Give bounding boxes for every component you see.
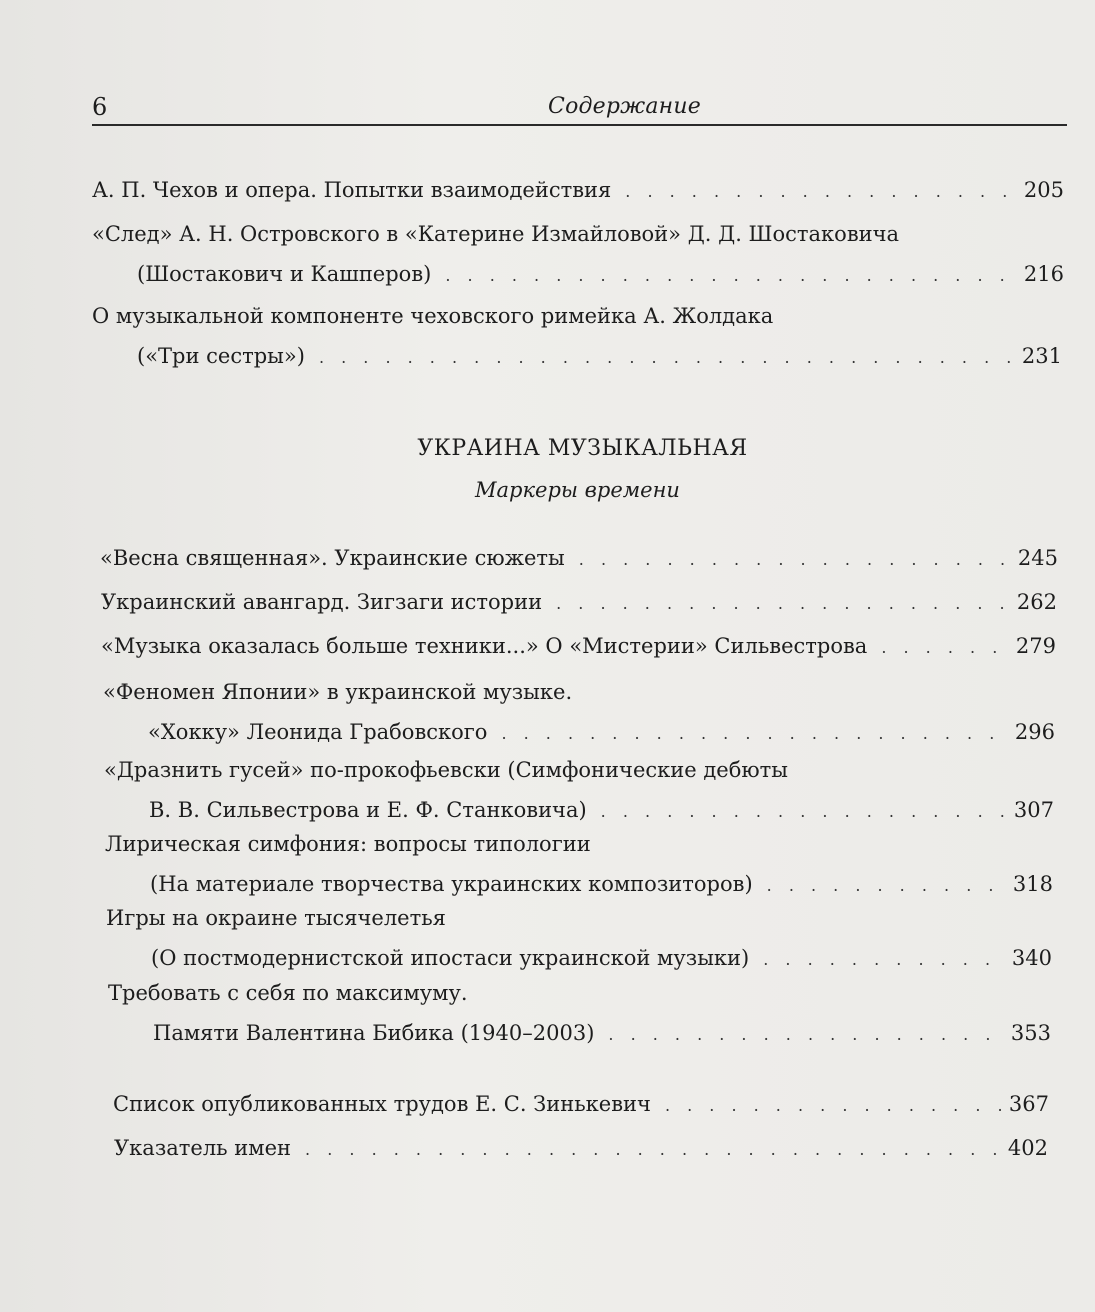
dot-leader <box>665 1086 1001 1126</box>
toc-entry-line <box>106 898 1052 938</box>
toc-entry-line <box>108 1013 1051 1053</box>
dot-leader <box>579 540 1010 580</box>
toc-page-number: 353 <box>1010 1021 1051 1045</box>
dot-leader <box>305 1130 1000 1170</box>
toc-entry <box>101 626 1056 666</box>
header-title: Содержание <box>548 94 701 119</box>
toc-entry-title: А. П. Чехов и опера. Попытки взаимодействия <box>92 178 612 202</box>
dot-leader <box>608 1015 1003 1055</box>
toc-entry-title-continued: («Три сестры») <box>137 344 305 368</box>
toc-entry <box>108 973 1051 1053</box>
toc-entry-line <box>100 538 1058 578</box>
toc-entry-line <box>106 938 1052 978</box>
toc-entry <box>100 538 1058 578</box>
toc-entry-line <box>101 626 1056 666</box>
toc-entry-title-continued: (О постмодернистской ипостаси украинской музыки) <box>151 946 750 970</box>
toc-entry-title: «Музыка оказалась больше техники...» О «Мистерии» Сильвестрова <box>101 634 868 658</box>
toc-entry-title-continued: (Шостакович и Кашперов) <box>137 262 432 286</box>
toc-entry <box>92 214 1064 294</box>
toc-page-number: 262 <box>1016 590 1057 614</box>
toc-entry-title-continued: (На материале творчества украинских композиторов) <box>150 872 753 896</box>
toc-entry-title-continued: Памяти Валентина Бибика (1940–2003) <box>153 1021 595 1045</box>
toc-page-number: 205 <box>1023 178 1064 202</box>
toc-entry-line <box>113 1084 1049 1124</box>
section-title: УКРАИНА МУЗЫКАЛЬНАЯ <box>417 436 748 461</box>
toc-entry-line <box>103 712 1055 752</box>
page-number: 6 <box>92 93 108 121</box>
toc-entry-title: «Дразнить гусей» по-прокофьевски (Симфонические дебюты <box>104 758 788 782</box>
toc-entry-line <box>92 296 1062 336</box>
toc-entry-line <box>114 1128 1048 1168</box>
toc-page-number: 216 <box>1023 262 1064 286</box>
toc-page-number: 296 <box>1014 720 1055 744</box>
toc-page-number: 340 <box>1011 946 1052 970</box>
toc-entry-title: Лирическая симфония: вопросы типологии <box>105 832 591 856</box>
section-subtitle: Маркеры времени <box>475 478 680 502</box>
toc-entry-line <box>103 672 1055 712</box>
toc-entry-title: Требовать с себя по максимуму. <box>108 981 468 1005</box>
toc-entry-title: Указатель имен <box>114 1136 292 1160</box>
dot-leader <box>501 714 1006 754</box>
toc-page-number: 245 <box>1017 546 1058 570</box>
toc-entry-line <box>92 170 1064 210</box>
toc-entry <box>101 582 1057 622</box>
toc-entry-line <box>105 824 1053 864</box>
toc-entry-title: О музыкальной компоненте чеховского римейка А. Жолдака <box>92 304 774 328</box>
toc-entry-title: Список опубликованных трудов Е. С. Зинькевич <box>113 1092 651 1116</box>
toc-entry <box>105 824 1053 904</box>
toc-entry <box>113 1084 1049 1124</box>
toc-page-number: 318 <box>1012 872 1053 896</box>
dot-leader <box>881 628 1008 668</box>
toc-entry-title: «Феномен Японии» в украинской музыке. <box>103 680 573 704</box>
toc-entry <box>92 296 1062 376</box>
dot-leader <box>319 338 1014 378</box>
toc-page-number: 367 <box>1008 1092 1049 1116</box>
toc-entry-line <box>92 254 1064 294</box>
toc-entry-line <box>92 336 1062 376</box>
toc-page-number: 231 <box>1021 344 1062 368</box>
toc-entry <box>104 750 1054 830</box>
toc-entry-line <box>108 973 1051 1013</box>
dot-leader <box>445 256 1016 296</box>
toc-entry-title: «Весна священная». Украинские сюжеты <box>100 546 565 570</box>
toc-entry-line <box>104 750 1054 790</box>
toc-entry-line <box>101 582 1057 622</box>
toc-entry-title: Игры на окраине тысячелетья <box>106 906 446 930</box>
toc-page-number: 279 <box>1015 634 1056 658</box>
toc-page-number: 307 <box>1013 798 1054 822</box>
toc-entry-title: Украинский авангард. Зигзаги истории <box>101 590 543 614</box>
dot-leader <box>556 584 1009 624</box>
dot-leader <box>625 172 1016 212</box>
toc-entry-title-continued: В. В. Сильвестрова и Е. Ф. Станковича) <box>149 798 587 822</box>
toc-entry-title-continued: «Хокку» Леонида Грабовского <box>148 720 488 744</box>
running-header <box>92 92 1067 126</box>
toc-entry-title: «След» А. Н. Островского в «Катерине Измайловой» Д. Д. Шостаковича <box>92 222 900 246</box>
toc-entry <box>92 170 1064 210</box>
toc-page-number: 402 <box>1007 1136 1048 1160</box>
toc-entry <box>103 672 1055 752</box>
toc-entry <box>114 1128 1048 1168</box>
toc-entry-line <box>92 214 1064 254</box>
toc-entry <box>106 898 1052 978</box>
